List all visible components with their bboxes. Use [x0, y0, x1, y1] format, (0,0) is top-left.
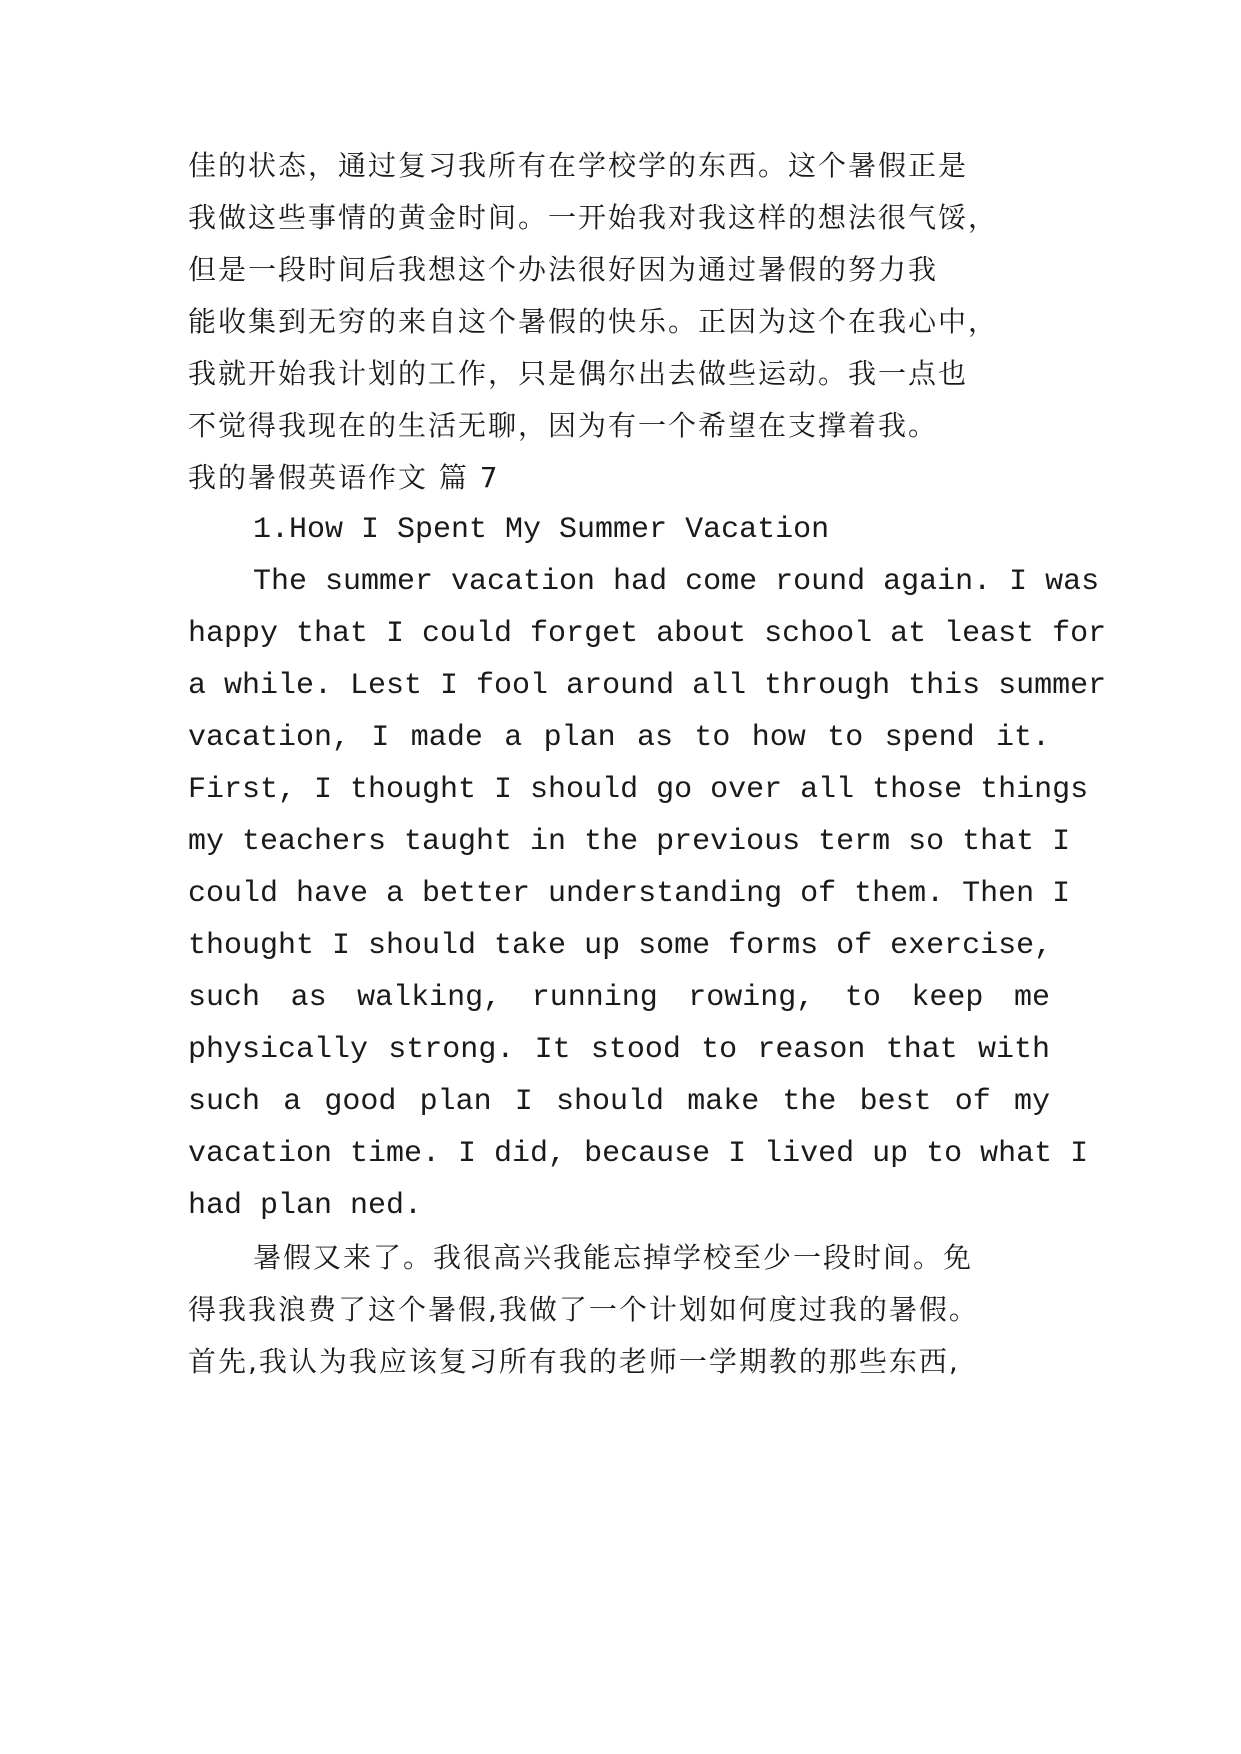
paragraph-line: had plan ned. [188, 1189, 423, 1223]
paragraph-line: 暑假又来了。我很高兴我能忘掉学校至少一段时间。免 [253, 1241, 974, 1274]
paragraph-line: 我做这些事情的黄金时间。一开始我对我这样的想法很气馁， [188, 201, 999, 234]
paragraph-line: 首先,我认为我应该复习所有我的老师一学期教的那些东西, [188, 1345, 960, 1378]
paragraph-line: vacation, I made a plan as to how to spend it. [188, 721, 1050, 755]
paragraph-line: could have a better understanding of them. Then I [188, 877, 1071, 911]
paragraph-line: my teachers taught in the previous term so that I [188, 825, 1071, 859]
paragraph-line: 但是一段时间后我想这个办法很好因为通过暑假的努力我 [188, 253, 939, 286]
paragraph-line: 佳的状态，通过复习我所有在学校学的东西。这个暑假正是 [188, 149, 969, 182]
paragraph-line: 得我我浪费了这个暑假,我做了一个计划如何度过我的暑假。 [188, 1293, 979, 1326]
paragraph-line: such a good plan I should make the best of my [188, 1085, 1050, 1119]
paragraph-line: such as walking, running rowing, to keep me [188, 981, 1050, 1015]
paragraph-line: thought I should take up some forms of exercise, [188, 929, 1053, 963]
paragraph-line: a while. Lest I fool around all through this summer [188, 669, 1107, 703]
paragraph-line: happy that I could forget about school at least for [188, 617, 1107, 651]
paragraph-line: physically strong. It stood to reason that with [188, 1033, 1050, 1067]
essay-title: 1.How I Spent My Summer Vacation [253, 513, 830, 547]
paragraph-line: 我就开始我计划的工作，只是偶尔出去做些运动。我一点也 [188, 357, 969, 390]
paragraph-line: First, I thought I should go over all those things [188, 773, 1089, 807]
paragraph-line: The summer vacation had come round again. I was [253, 565, 1100, 599]
paragraph-line: 不觉得我现在的生活无聊，因为有一个希望在支撑着我。 [188, 409, 939, 442]
paragraph-line: 能收集到无穷的来自这个暑假的快乐。正因为这个在我心中， [188, 305, 999, 338]
paragraph-line: vacation time. I did, because I lived up to what I [188, 1137, 1089, 1171]
section-heading: 我的暑假英语作文 篇 7 [188, 461, 500, 494]
